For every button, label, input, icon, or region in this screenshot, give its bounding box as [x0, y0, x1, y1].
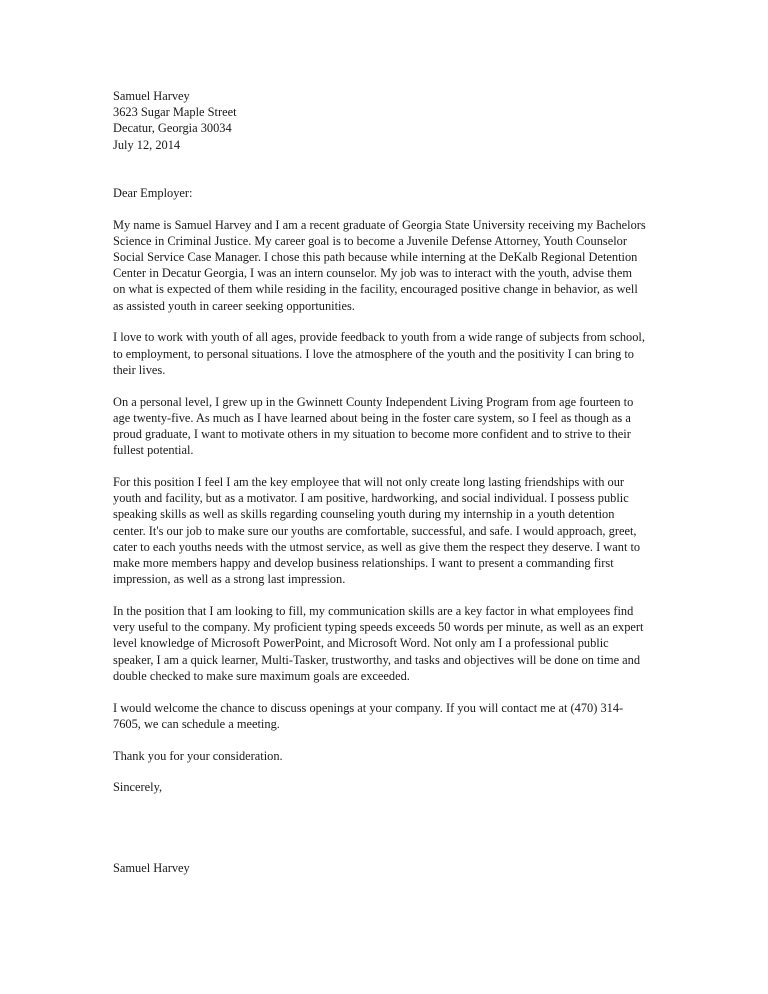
paragraph-line: In the position that I am looking to fill, my communication skills are a key factor in what employees find	[113, 604, 634, 619]
paragraph-line: Social Service Case Manager. I chose this path because while interning at the DeKalb Regional Detention	[113, 250, 638, 265]
sender-block	[113, 88, 658, 153]
sender-street: 3623 Sugar Maple Street	[113, 105, 237, 120]
paragraph-line: On a personal level, I grew up in the Gwinnett County Independent Living Program from age fourteen to	[113, 394, 634, 409]
salutation	[113, 185, 658, 201]
paragraph-line: age twenty-five. As much as I have learned about being in the foster care system, so I feel as though as a	[113, 410, 631, 425]
paragraph-line: double checked to make sure maximum goals are exceeded.	[113, 668, 410, 683]
paragraph-intro	[113, 217, 658, 314]
paragraph-line: Center in Decatur Georgia, I was an intern counselor. My job was to interact with the youth, advise them	[113, 266, 633, 281]
letter-page	[113, 88, 658, 876]
signature-name: Samuel Harvey	[113, 860, 190, 875]
paragraph-contact	[113, 700, 658, 732]
paragraph-line: I love to work with youth of all ages, provide feedback to youth from a wide range of subjects from school,	[113, 330, 645, 345]
paragraph-line: Thank you for your consideration.	[113, 748, 283, 763]
paragraph-line: My name is Samuel Harvey and I am a recent graduate of Georgia State University receiving my Bachelors	[113, 217, 646, 232]
paragraph-personal	[113, 394, 658, 459]
paragraph-line: center. It's our job to make sure our youths are comfortable, successful, and safe. I would approach, greet,	[113, 523, 637, 538]
paragraph-line: I would welcome the chance to discuss openings at your company. If you will contact me at (470) 314-	[113, 700, 624, 715]
paragraph-line: make more members happy and develop business relationships. I want to present a commanding first	[113, 556, 614, 571]
sender-city-state-zip: Decatur, Georgia 30034	[113, 121, 232, 136]
paragraph-thanks	[113, 748, 658, 764]
paragraph-line: level knowledge of Microsoft PowerPoint, and Microsoft Word. Not only am I a professional public	[113, 636, 609, 651]
paragraph-line: Science in Criminal Justice. My career goal is to become a Juvenile Defense Attorney, Youth Counselor	[113, 233, 627, 248]
paragraph-position	[113, 474, 658, 587]
paragraph-line: their lives.	[113, 362, 166, 377]
paragraph-line: to employment, to personal situations. I love the atmosphere of the youth and the positivity I can bring to	[113, 346, 634, 361]
paragraph-line: fullest potential.	[113, 443, 194, 458]
paragraph-line: very useful to the company. My proficient typing speeds exceeds 50 words per minute, as well as an expert	[113, 620, 644, 635]
paragraph-line: impression, as well as a strong last impression.	[113, 572, 346, 587]
paragraph-youth	[113, 329, 658, 378]
paragraph-line: on what is expected of them while residing in the facility, encouraged positive change in behavior, as well	[113, 282, 638, 297]
paragraph-skills	[113, 603, 658, 684]
closing-text: Sincerely,	[113, 780, 163, 795]
signature-block	[113, 860, 658, 876]
letter-date: July 12, 2014	[113, 137, 181, 152]
paragraph-line: proud graduate, I want to motivate others in my situation to become more confident and to strive to their	[113, 427, 631, 442]
closing	[113, 779, 658, 795]
sender-name: Samuel Harvey	[113, 89, 190, 103]
paragraph-line: speaker, I am a quick learner, Multi-Tasker, trustworthy, and tasks and objectives will be done on time and	[113, 652, 641, 667]
salutation-text: Dear Employer:	[113, 185, 193, 200]
paragraph-line: 7605, we can schedule a meeting.	[113, 716, 280, 731]
paragraph-line: speaking skills as well as skills regarding counseling youth during my internship in a youth detention	[113, 507, 615, 522]
paragraph-line: cater to each youths needs with the utmost service, as well as give them the respect they deserve. I want to	[113, 539, 641, 554]
paragraph-line: For this position I feel I am the key employee that will not only create long lasting friendships with our	[113, 475, 625, 490]
paragraph-line: as assisted youth in career seeking opportunities.	[113, 298, 355, 313]
paragraph-line: youth and facility, but as a motivator. I am positive, hardworking, and social individual. I possess public	[113, 491, 629, 506]
signature-space	[113, 796, 658, 860]
